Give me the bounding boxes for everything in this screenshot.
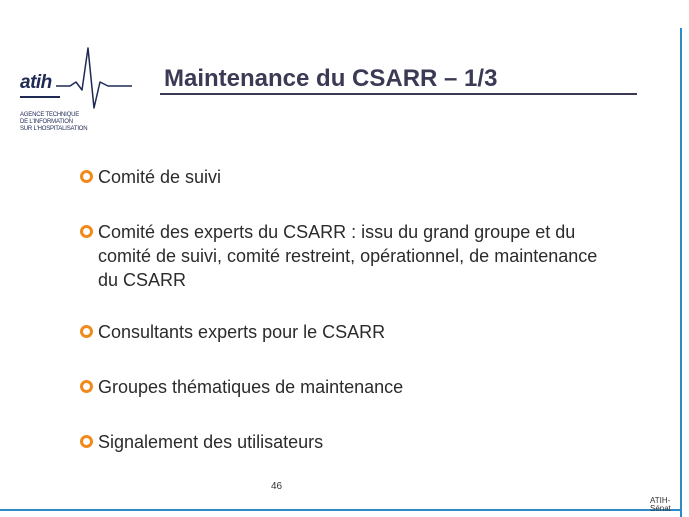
title-underline bbox=[160, 93, 637, 95]
slide-title: Maintenance du CSARR – 1/3 bbox=[164, 65, 498, 92]
bottom-border-line bbox=[0, 509, 681, 511]
page-number: 46 bbox=[271, 481, 283, 492]
logo-subtitle-line: SUR L'HOSPITALISATION bbox=[20, 126, 88, 132]
footer-label: ATIH-Sénat bbox=[650, 497, 671, 511]
logo-underline bbox=[20, 96, 60, 98]
heartbeat-icon bbox=[56, 46, 132, 110]
bullet-circle-icon bbox=[80, 325, 93, 338]
bullet-text: Groupes thématiques de maintenance bbox=[98, 377, 404, 397]
bullet-circle-icon bbox=[80, 435, 93, 448]
logo-wordmark: atih bbox=[20, 72, 52, 93]
logo-subtitle bbox=[20, 112, 110, 133]
bullet-text: Signalement des utilisateurs bbox=[98, 432, 324, 452]
bullet-text: Comité de suivi bbox=[98, 167, 222, 187]
bullet-circle-icon bbox=[80, 380, 93, 393]
bullet-circle-icon bbox=[80, 170, 93, 183]
bullet-text: Comité des experts du CSARR : issu du grand groupe et du comité de suivi, comité restreint, opérationnel, de maintenance du CSARR bbox=[98, 222, 598, 290]
logo-subtitle-line: AGENCE TECHNIQUE bbox=[20, 112, 80, 118]
logo-subtitle-line: DE L'INFORMATION bbox=[20, 119, 73, 125]
bullet-circle-icon bbox=[80, 225, 93, 238]
bullet-text: Consultants experts pour le CSARR bbox=[98, 322, 386, 342]
right-border-line bbox=[680, 28, 682, 517]
atih-logo bbox=[20, 46, 132, 138]
